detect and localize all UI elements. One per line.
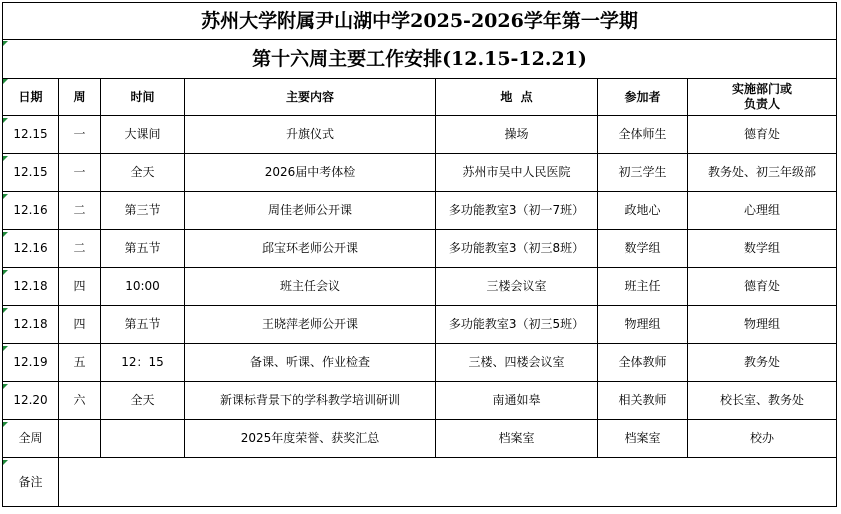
cell-content: 升旗仪式 <box>185 116 436 154</box>
cell-date: 12.18 <box>3 268 59 306</box>
table-row <box>3 192 837 230</box>
cell-place: 档案室 <box>436 420 598 458</box>
cell-week: 五 <box>59 344 101 382</box>
cell-time: 全天 <box>101 154 185 192</box>
cell-date: 12.15 <box>3 116 59 154</box>
cell-participants: 档案室 <box>598 420 688 458</box>
cell-department: 校办 <box>688 420 837 458</box>
cell-marker-icon <box>3 422 8 427</box>
cell-time: 大课间 <box>101 116 185 154</box>
cell-week: 六 <box>59 382 101 420</box>
cell-place: 多功能教室3（初三5班） <box>436 306 598 344</box>
cell-participants: 政地心 <box>598 192 688 230</box>
cell-time: 10:00 <box>101 268 185 306</box>
cell-date: 12.16 <box>3 230 59 268</box>
header-participants: 参加者 <box>598 79 688 116</box>
header-row <box>3 79 837 116</box>
cell-place: 南通如皋 <box>436 382 598 420</box>
title-school-term: 苏州大学附属尹山湖中学2025-2026学年第一学期 <box>3 3 837 40</box>
table-row <box>3 420 837 458</box>
cell-marker-icon <box>3 384 8 389</box>
cell-marker-icon <box>3 41 8 46</box>
cell-week: 四 <box>59 306 101 344</box>
table-row <box>3 268 837 306</box>
cell-department: 心理组 <box>688 192 837 230</box>
cell-date: 12.19 <box>3 344 59 382</box>
cell-week <box>59 420 101 458</box>
cell-marker-icon <box>3 346 8 351</box>
cell-department: 校长室、教务处 <box>688 382 837 420</box>
cell-place: 三楼会议室 <box>436 268 598 306</box>
cell-participants: 全体师生 <box>598 116 688 154</box>
cell-time: 第三节 <box>101 192 185 230</box>
cell-place: 多功能教室3（初三8班） <box>436 230 598 268</box>
cell-date: 12.15 <box>3 154 59 192</box>
cell-place: 操场 <box>436 116 598 154</box>
header-week: 周 <box>59 79 101 116</box>
cell-content: 新课标背景下的学科教学培训研训 <box>185 382 436 420</box>
table-row <box>3 382 837 420</box>
cell-content: 班主任会议 <box>185 268 436 306</box>
cell-place: 三楼、四楼会议室 <box>436 344 598 382</box>
cell-content: 2026届中考体检 <box>185 154 436 192</box>
header-department-line2: 负责人 <box>743 97 780 111</box>
cell-week: 二 <box>59 192 101 230</box>
cell-time: 第五节 <box>101 306 185 344</box>
header-department <box>688 79 837 116</box>
note-row <box>3 458 837 507</box>
cell-date: 全周 <box>3 420 59 458</box>
cell-date: 12.18 <box>3 306 59 344</box>
cell-department: 德育处 <box>688 116 837 154</box>
cell-marker-icon <box>3 308 8 313</box>
note-label: 备注 <box>3 458 59 507</box>
cell-participants: 全体教师 <box>598 344 688 382</box>
cell-date: 12.20 <box>3 382 59 420</box>
table-row <box>3 306 837 344</box>
cell-time: 12：15 <box>101 344 185 382</box>
cell-participants: 班主任 <box>598 268 688 306</box>
cell-content: 邱宝环老师公开课 <box>185 230 436 268</box>
title-week-schedule: 第十六周主要工作安排(12.15-12.21) <box>3 40 837 79</box>
header-time: 时间 <box>101 79 185 116</box>
table-row <box>3 230 837 268</box>
cell-marker-icon <box>3 460 8 465</box>
schedule-table <box>2 2 837 507</box>
header-content: 主要内容 <box>185 79 436 116</box>
cell-department: 数学组 <box>688 230 837 268</box>
cell-marker-icon <box>3 118 8 123</box>
cell-department: 德育处 <box>688 268 837 306</box>
cell-content: 周佳老师公开课 <box>185 192 436 230</box>
table-row <box>3 116 837 154</box>
cell-marker-icon <box>3 232 8 237</box>
cell-place: 多功能教室3（初一7班） <box>436 192 598 230</box>
cell-time <box>101 420 185 458</box>
cell-participants: 相关教师 <box>598 382 688 420</box>
table-row <box>3 344 837 382</box>
cell-department: 教务处 <box>688 344 837 382</box>
header-place: 地 点 <box>436 79 598 116</box>
cell-place: 苏州市吴中人民医院 <box>436 154 598 192</box>
note-content <box>59 458 837 507</box>
cell-marker-icon <box>3 79 8 84</box>
cell-participants: 数学组 <box>598 230 688 268</box>
cell-participants: 初三学生 <box>598 154 688 192</box>
cell-week: 四 <box>59 268 101 306</box>
cell-participants: 物理组 <box>598 306 688 344</box>
cell-week: 二 <box>59 230 101 268</box>
header-department-line1: 实施部门或 <box>731 82 792 96</box>
cell-time: 全天 <box>101 382 185 420</box>
cell-content: 备课、听课、作业检查 <box>185 344 436 382</box>
cell-department: 物理组 <box>688 306 837 344</box>
cell-week: 一 <box>59 116 101 154</box>
cell-marker-icon <box>3 194 8 199</box>
cell-date: 12.16 <box>3 192 59 230</box>
cell-content: 王晓萍老师公开课 <box>185 306 436 344</box>
header-date: 日期 <box>3 79 59 116</box>
cell-marker-icon <box>3 270 8 275</box>
cell-time: 第五节 <box>101 230 185 268</box>
cell-week: 一 <box>59 154 101 192</box>
cell-department: 教务处、初三年级部 <box>688 154 837 192</box>
table-row <box>3 154 837 192</box>
cell-marker-icon <box>3 156 8 161</box>
cell-content: 2025年度荣誉、获奖汇总 <box>185 420 436 458</box>
